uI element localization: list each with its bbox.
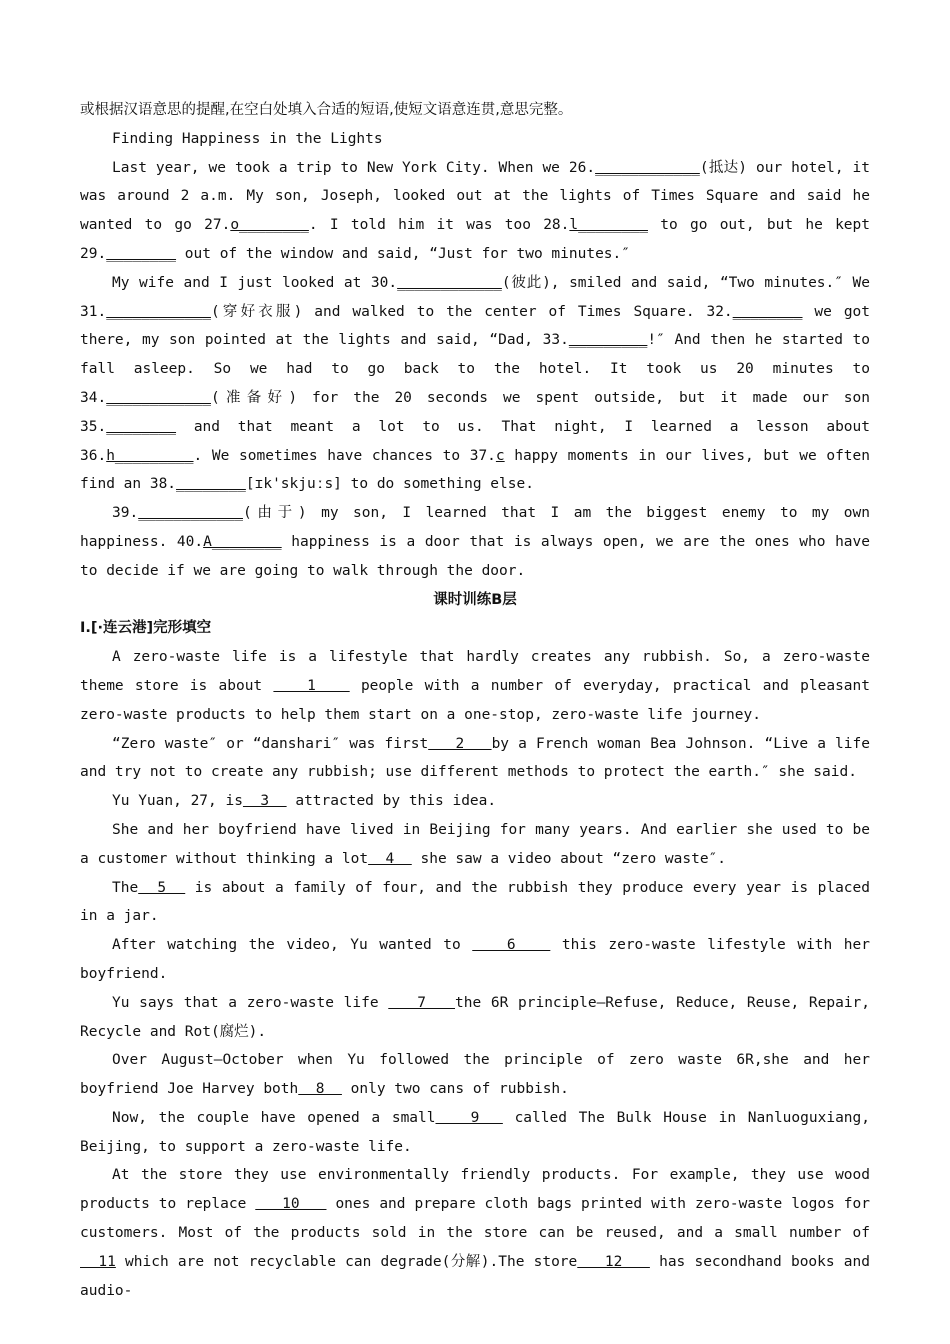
- passage-paragraph-3: 39.____________(由于) my son, I learned that I am the biggest enemy to my own happiness. 40.A________ happiness is a door that is always open, we are the ones who have to decide if we are going to walk through the door.: [80, 505, 870, 579]
- blank-28: l________: [569, 217, 648, 234]
- blank-32: ________: [732, 303, 803, 320]
- section-heading: 课时训练B层: [433, 591, 517, 608]
- blank-31: ____________: [106, 303, 211, 320]
- cloze-blank-4: 4: [368, 850, 412, 867]
- worksheet-page: [80, 96, 870, 1305]
- blank-40: A________: [203, 533, 282, 550]
- passage-title: Finding Happiness in the Lights: [112, 130, 383, 147]
- cloze-blank-3: 3: [242, 793, 287, 810]
- cloze-blank-1: 1: [273, 677, 350, 694]
- passage-paragraph-1: Last year, we took a trip to New York City. When we 26.____________(抵达) our hotel, it was around 2 a.m. My son, Joseph, looked out at the lights of Times Square and said he wanted to go 27.o________. I told him it was too 28.l________ to go out, but he kept 29.________ out of the window and said, “Just for two minutes.″: [80, 159, 870, 262]
- blank-30: ____________: [397, 274, 502, 291]
- cloze-blank-7: 7: [388, 994, 456, 1011]
- cloze-blank-2: 2: [428, 735, 492, 752]
- cloze-paragraph-3: Yu Yuan, 27, is 3 attracted by this idea.: [112, 793, 497, 810]
- blank-35: ________: [106, 418, 177, 435]
- cloze-paragraph-10: At the store they use environmentally friendly products. For example, they use wood products to replace 10 ones and prepare cloth bags printed with zero-waste logos for customers. Most of the products sold in the store can be reused, and a small number of 11 which are not recyclable can degrade(分解).The store 12 has secondhand books and audio-: [80, 1167, 870, 1299]
- cloze-paragraph-6: After watching the video, Yu wanted to 6 this zero-waste lifestyle with her boyfriend.: [80, 937, 871, 982]
- cloze-blank-12: 12: [577, 1253, 650, 1270]
- blank-36: h_________: [106, 447, 194, 464]
- blank-29: ________: [106, 245, 177, 262]
- cloze-paragraph-8: Over August—October when Yu followed the principle of zero waste 6R,she and her boyfriend Joe Harvey both 8 only two cans of rubbish.: [80, 1052, 870, 1098]
- blank-38: ________: [176, 476, 246, 493]
- cloze-blank-9: 9: [435, 1109, 503, 1126]
- cloze-blank-8: 8: [298, 1081, 342, 1098]
- blank-39: ____________: [138, 505, 243, 522]
- blank-37: c: [495, 447, 505, 464]
- blank-26: ____________: [595, 159, 700, 176]
- exercise-instructions: 或根据汉语意思的提醒,在空白处填入合适的短语,使短文语意连贯,意思完整。: [80, 102, 573, 118]
- blank-34: ____________: [106, 389, 211, 406]
- blank-33: _________: [568, 332, 648, 349]
- cloze-paragraph-7: Yu says that a zero-waste life 7 the 6R principle—Refuse, Reduce, Reuse, Repair, Recycle and Rot(腐烂).: [80, 994, 871, 1040]
- cloze-blank-10: 10: [255, 1196, 327, 1213]
- cloze-paragraph-1: A zero-waste life is a lifestyle that hardly creates any rubbish. So, a zero-waste theme store is about 1 people with a number of everyday, practical and pleasant zero-waste products to help them start on a one-stop, zero-waste life journey.: [80, 649, 870, 723]
- cloze-paragraph-2: “Zero waste″ or “danshari″ was first 2 by a French woman Bea Johnson. “Live a life and try not to create any rubbish; use different methods to protect the earth.″ she said.: [80, 735, 870, 781]
- cloze-paragraph-9: Now, the couple have opened a small 9 called The Bulk House in Nanluoguxiang, Beijing, to support a zero-waste life.: [80, 1109, 870, 1155]
- cloze-paragraph-4: She and her boyfriend have lived in Beijing for many years. And earlier she used to be a customer without thinking a lot 4 she saw a video about “zero waste″.: [80, 821, 870, 867]
- cloze-blank-5: 5: [138, 879, 186, 896]
- cloze-heading: Ⅰ.[·连云港]完形填空: [80, 620, 212, 637]
- passage-paragraph-2: My wife and I just looked at 30.____________(彼此), smiled and said, “Two minutes.″ We 31.____________(穿好衣服) and walked to the center of Times Square. 32.________ we got there, my son pointed at the lights and said, “Dad, 33._________!″ And then he started to fall asleep. So we had to go back to the hotel. It took us 20 minutes to 34.____________(准备好) for the 20 seconds we spent outside, but it made our son 35.________ and that meant a lot to us. That night, I learned a lesson about 36.h_________. We sometimes have chances to 37.c happy moments in our lives, but we often find an 38.________[ɪk'skjuːs] to do something else.: [80, 274, 871, 493]
- blank-27: o________: [230, 217, 309, 234]
- cloze-paragraph-5: The 5 is about a family of four, and the rubbish they produce every year is placed in a jar.: [80, 879, 870, 925]
- cloze-blank-11: 11: [80, 1253, 116, 1270]
- cloze-blank-6: 6: [472, 937, 551, 954]
